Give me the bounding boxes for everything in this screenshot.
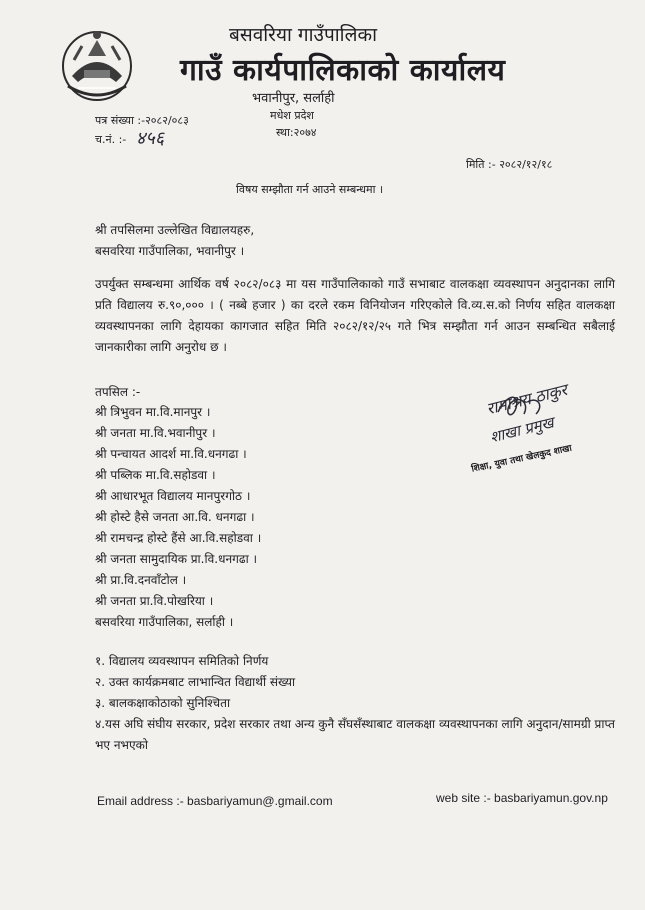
province-name: मधेश प्रदेश xyxy=(270,109,314,122)
letter-date: मिति :- २०८२/१२/१८ xyxy=(466,158,553,171)
list-item: ४.यस अघि संघीय सरकार, प्रदेश सरकार तथा अन्य कुनै सँघसँस्थाबाट वालकक्षा व्यवस्थापनका लागि अनुदान/सामग्री प्राप्त भए नभएको xyxy=(95,717,615,752)
municipality-name: बसवरिया गाउँपालिका xyxy=(229,24,377,46)
dispatch-number-handwritten: ४५६ xyxy=(136,128,165,149)
list-item: श्री प्रा.वि.दनवाँटोल । xyxy=(95,573,187,587)
list-item: बसवरिया गाउँपालिका, सर्लाही । xyxy=(95,615,234,629)
subject-line: विषय सम्झौता गर्न आउने सम्बन्धमा । xyxy=(236,183,384,196)
list-item: श्री आधारभूत विद्यालय मानपुरगोठ । xyxy=(95,489,251,503)
email-address: Email address :- basbariyamun@.gmail.com xyxy=(97,794,333,808)
list-item: श्री होस्टे हैसे जनता आ.वि. धनगढा । xyxy=(95,510,255,524)
list-item: श्री पब्लिक मा.वि.सहोडवा । xyxy=(95,468,216,482)
signature-title: शाखा प्रमुख xyxy=(488,413,556,447)
list-item: श्री पन्चायत आदर्श मा.वि.धनगढा । xyxy=(95,447,247,461)
list-item: श्री रामचन्द्र होस्टे हैंसे आ.वि.सहोडवा । xyxy=(95,531,262,545)
signature-stamp: शिक्षा, युवा तथा खेलकुद शाखा xyxy=(470,443,573,475)
list-item: ३. बालकक्षाकोठाको सुनिश्चिता xyxy=(95,696,231,710)
list-item: श्री जनता प्रा.वि.पोखरिया । xyxy=(95,594,214,608)
letter-number: पत्र संख्या :-२०८२/०८३ xyxy=(95,114,189,127)
office-address: भवानीपुर, सर्लाही xyxy=(252,91,335,106)
recipient-line-1: श्री तपसिलमा उल्लेखित विद्यालयहरु, xyxy=(95,223,255,237)
list-item: श्री जनता मा.वि.भवानीपुर । xyxy=(95,426,216,440)
dispatch-number-label: च.नं. :- xyxy=(95,133,127,146)
list-item: १. विद्यालय व्यवस्थापन समितिको निर्णय xyxy=(95,654,269,668)
office-name: गाउँ कार्यपालिकाको कार्यालय xyxy=(180,53,506,88)
signature-name: रामाश्रय ठाकुर xyxy=(484,380,570,419)
nepal-emblem-icon xyxy=(58,26,136,106)
list-item: २. उक्त कार्यक्रमबाट लाभान्वित विद्यार्थी संख्या xyxy=(95,675,296,689)
established-year: स्था:२०७४ xyxy=(276,126,317,139)
body-paragraph: उपर्युक्त सम्बन्धमा आर्थिक वर्ष २०८२/०८३ मा यस गाउँपालिकाको गाउँ सभाबाट वालकक्षा व्यवस्थापन अनुदानका लागि प्रति विद्यालय रु.९०,००० । ( नब्बे हजार ) का दरले रकम विनियोजन गरिएकोले वि.व्य.स.को निर्णय सहित वालकक्षा व्यवस्थापनका लागि देहायका कागजात सहित मिति २०८२/१२/२५ गते भित्र सम्झौता गर्न आउन सम्बन्धित सबैलाई जानकारीका लागि अनुरोध छ । xyxy=(95,277,615,354)
list-item: श्री जनता सामुदायिक प्रा.वि.धनगढा । xyxy=(95,552,258,566)
recipient-line-2: बसवरिया गाउँपालिका, भवानीपुर । xyxy=(95,244,245,258)
details-heading: तपसिल :- xyxy=(95,385,141,399)
list-item: श्री त्रिभुवन मा.वि.मानपुर । xyxy=(95,405,211,419)
website-address: web site :- basbariyamun.gov.np xyxy=(436,791,608,805)
